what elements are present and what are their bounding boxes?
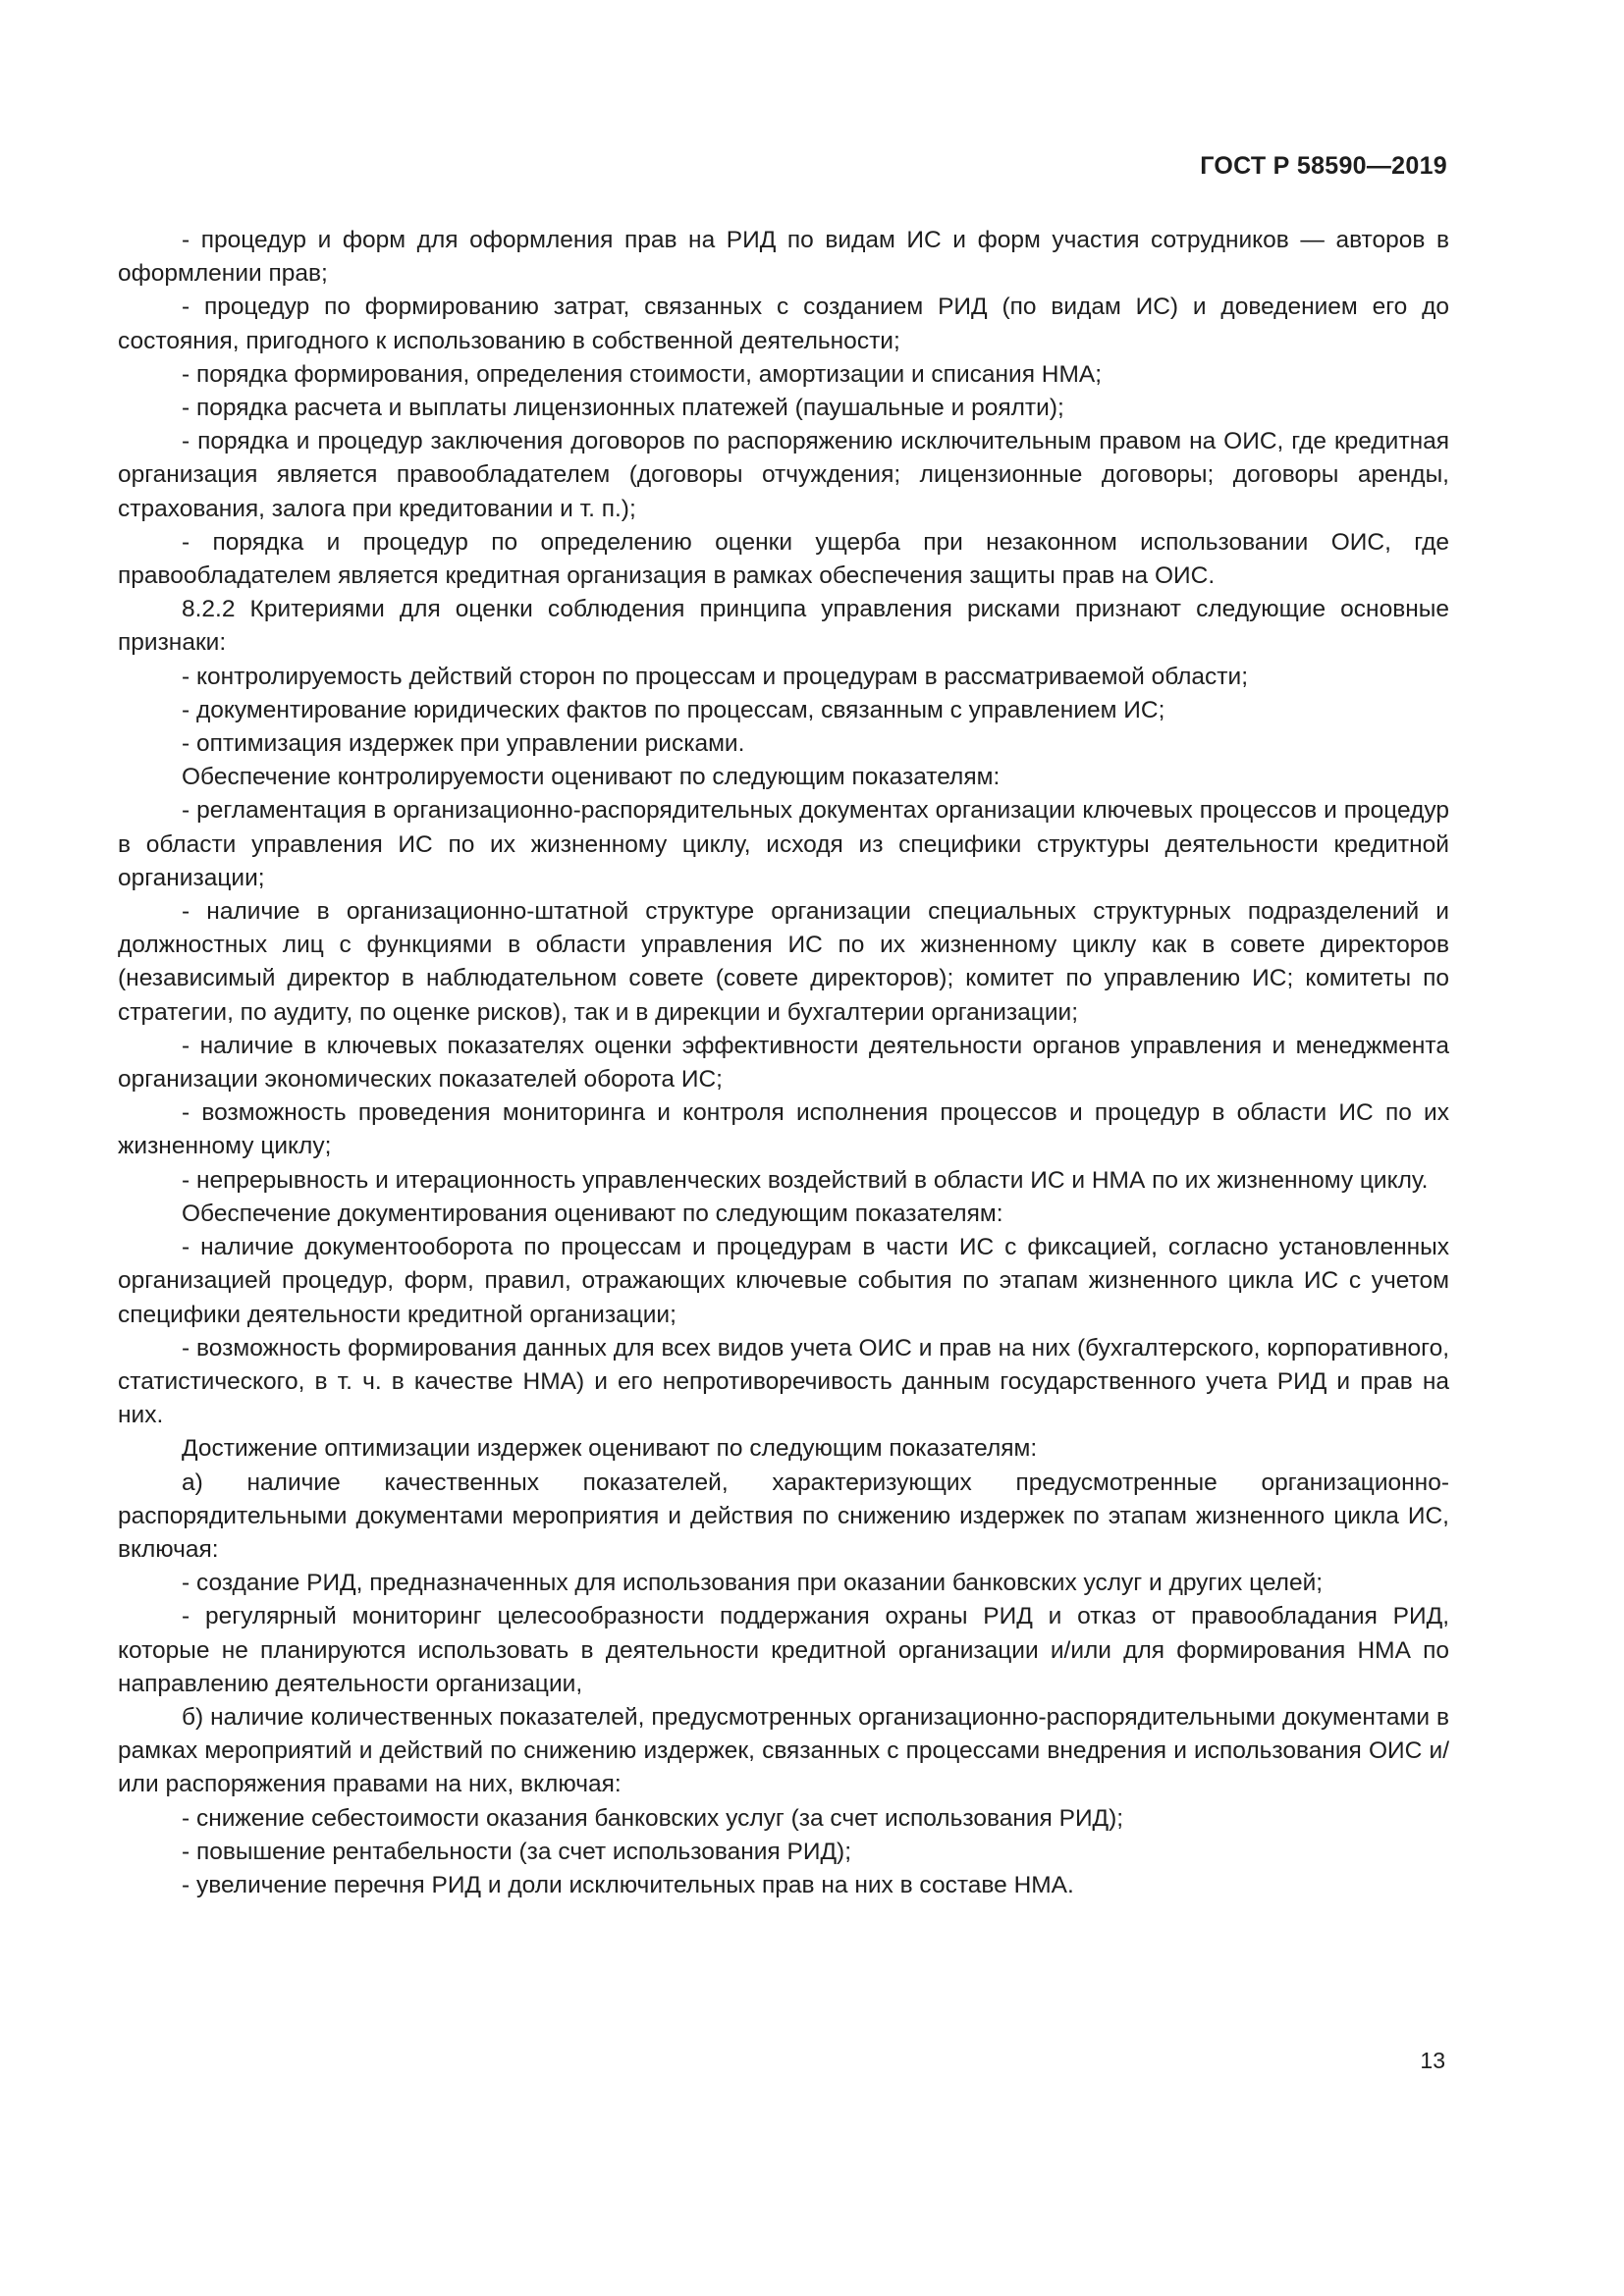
paragraph: б) наличие количественных показателей, предусмотренных организационно-распорядительными документами в рамках мероприятий и действий по снижению издержек, связанных с процессами внедрения и использования ОИС и/или распоряжения правами на них, включая: bbox=[118, 1703, 1449, 1798]
paragraph: - снижение себестоимости оказания банковских услуг (за счет использования РИД); bbox=[182, 1804, 1124, 1832]
paragraph: - оптимизация издержек при управлении рисками. bbox=[182, 730, 745, 758]
paragraph: - процедур и форм для оформления прав на РИД по видам ИС и форм участия сотрудников — авторов в оформлении прав; bbox=[118, 227, 1449, 288]
paragraph: 8.2.2 Критериями для оценки соблюдения принципа управления рисками признают следующие основные признаки: bbox=[118, 596, 1449, 657]
paragraph: - наличие документооборота по процессам и процедурам в части ИС с фиксацией, согласно установленных организацией процедур, форм, правил, отражающих ключевые события по этапам жизненного цикла ИС с учетом специфики деятельности кредитной организации; bbox=[118, 1234, 1449, 1328]
paragraph: а) наличие качественных показателей, характеризующих предусмотренные организационно-распорядительными документами мероприятия и действия по снижению издержек по этапам жизненного цикла ИС, включая: bbox=[118, 1468, 1449, 1563]
paragraph: - создание РИД, предназначенных для использования при оказании банковских услуг и других целей; bbox=[182, 1570, 1324, 1597]
paragraph: - контролируемость действий сторон по процессам и процедурам в рассматриваемой области; bbox=[182, 663, 1249, 690]
page-number: 13 bbox=[1420, 2048, 1445, 2073]
paragraph: - непрерывность и итерационность управленческих воздействий в области ИС и НМА по их жизненному циклу. bbox=[182, 1166, 1429, 1194]
paragraph: - порядка и процедур по определению оценки ущерба при незаконном использовании ОИС, где правообладателем является кредитная организация в рамках обеспечения защиты прав на ОИС. bbox=[118, 528, 1449, 590]
paragraph: - возможность проведения мониторинга и контроля исполнения процессов и процедур в области ИС по их жизненному циклу; bbox=[118, 1099, 1449, 1160]
paragraph: - порядка расчета и выплаты лицензионных платежей (паушальные и роялти); bbox=[182, 395, 1064, 422]
paragraph: - процедур по формированию затрат, связанных с созданием РИД (по видам ИС) и доведением его до состояния, пригодного к использованию в собственной деятельности; bbox=[118, 294, 1449, 354]
paragraph: - регламентация в организационно-распорядительных документах организации ключевых процессов и процедур в области управления ИС по их жизненному циклу, исходя из специфики структуры деятельности кредитной организации; bbox=[118, 797, 1449, 891]
paragraph: - наличие в ключевых показателях оценки эффективности деятельности органов управления и менеджмента организации экономических показателей оборота ИС; bbox=[118, 1032, 1449, 1094]
paragraph: - возможность формирования данных для всех видов учета ОИС и прав на них (бухгалтерского, корпоративного, статистического, в т. ч. в качестве НМА) и его непротиворечивость данным государственного учета РИД и прав на них. bbox=[118, 1334, 1449, 1429]
paragraph: Обеспечение контролируемости оценивают по следующим показателям: bbox=[182, 764, 1001, 791]
paragraph: - наличие в организационно-штатной структуре организации специальных структурных подразделений и должностных лиц с функциями в области управления ИС по их жизненному циклу как в совете директоров (независимый директор в наблюдательном совете (совете директоров); комитет по управлению ИС; комитеты по стратегии, по аудиту, по оценке рисков), так и в дирекции и бухгалтерии организации; bbox=[118, 898, 1449, 1026]
paragraph: Обеспечение документирования оценивают по следующим показателям: bbox=[182, 1200, 1003, 1227]
paragraph: - порядка и процедур заключения договоров по распоряжению исключительным правом на ОИС, где кредитная организация является правообладателем (договоры отчуждения; лицензионные договоры; договоры аренды, страхования, залога при кредитовании и т. п.); bbox=[118, 428, 1449, 522]
paragraph: - порядка формирования, определения стоимости, амортизации и списания НМА; bbox=[182, 360, 1103, 388]
body-text bbox=[118, 224, 1449, 1902]
paragraph: - регулярный мониторинг целесообразности поддержания охраны РИД и отказ от правообладания РИД, которые не планируются использовать в деятельности кредитной организации и/или для формирования НМА по направлению деятельности организации, bbox=[118, 1603, 1449, 1697]
paragraph: - документирование юридических фактов по процессам, связанным с управлением ИС; bbox=[182, 696, 1165, 723]
paragraph: Достижение оптимизации издержек оценивают по следующим показателям: bbox=[182, 1435, 1038, 1463]
paragraph: - увеличение перечня РИД и доли исключительных прав на них в составе НМА. bbox=[182, 1871, 1074, 1898]
standard-header: ГОСТ Р 58590—2019 bbox=[1200, 152, 1447, 180]
paragraph: - повышение рентабельности (за счет использования РИД); bbox=[182, 1838, 852, 1865]
